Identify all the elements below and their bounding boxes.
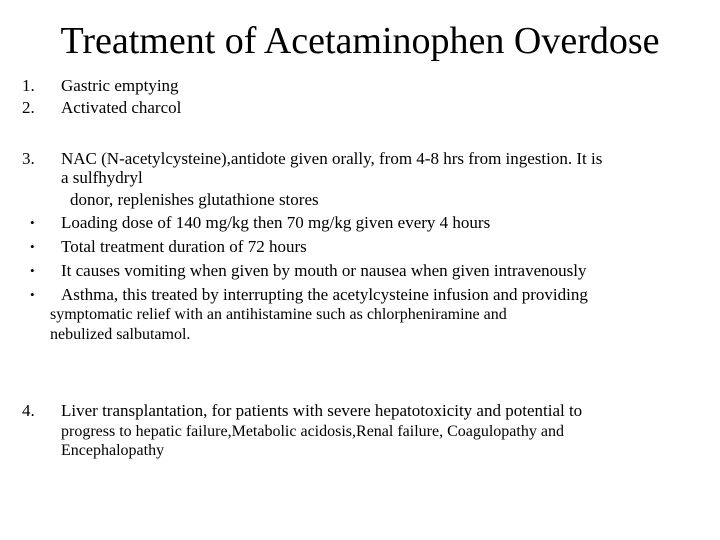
bullet-icon: • — [30, 215, 35, 230]
slide-title: Treatment of Acetaminophen Overdose — [60, 20, 660, 62]
bullet-icon: • — [30, 263, 35, 278]
liver-transplant-line-2: progress to hepatic failure,Metabolic acidosis,Renal failure, Coagulopathy and — [61, 423, 564, 440]
item-number-1: 1. — [22, 76, 35, 95]
item-number-3: 3. — [22, 149, 35, 168]
bullet-vomiting: It causes vomiting when given by mouth or nausea when given intravenously — [61, 261, 587, 280]
nac-line-3: donor, replenishes glutathione stores — [70, 190, 319, 209]
bullet-icon: • — [30, 287, 35, 302]
liver-transplant-line-3: Encephalopathy — [61, 442, 165, 459]
bullet-treatment-duration: Total treatment duration of 72 hours — [61, 237, 307, 256]
bullet-icon: • — [30, 239, 35, 254]
item-number-2: 2. — [22, 98, 35, 117]
bullet-asthma-line-3: nebulized salbutamol. — [50, 326, 191, 343]
bullet-asthma-line-1: Asthma, this treated by interrupting the acetylcysteine infusion and providing — [61, 285, 588, 304]
liver-transplant-line-1: Liver transplantation, for patients with severe hepatotoxicity and potential to — [61, 401, 583, 420]
bullet-asthma-line-2: symptomatic relief with an antihistamine such as chlorpheniramine and — [50, 306, 507, 323]
item-number-4: 4. — [22, 401, 35, 420]
bullet-loading-dose: Loading dose of 140 mg/kg then 70 mg/kg given every 4 hours — [61, 213, 491, 232]
item-activated-charcoal: Activated charcol — [61, 98, 182, 117]
nac-line-2: a sulfhydryl — [61, 168, 143, 187]
nac-line-1: NAC (N-acetylcysteine),antidote given orally, from 4-8 hrs from ingestion. It is — [61, 149, 603, 168]
item-gastric-emptying: Gastric emptying — [61, 76, 179, 95]
